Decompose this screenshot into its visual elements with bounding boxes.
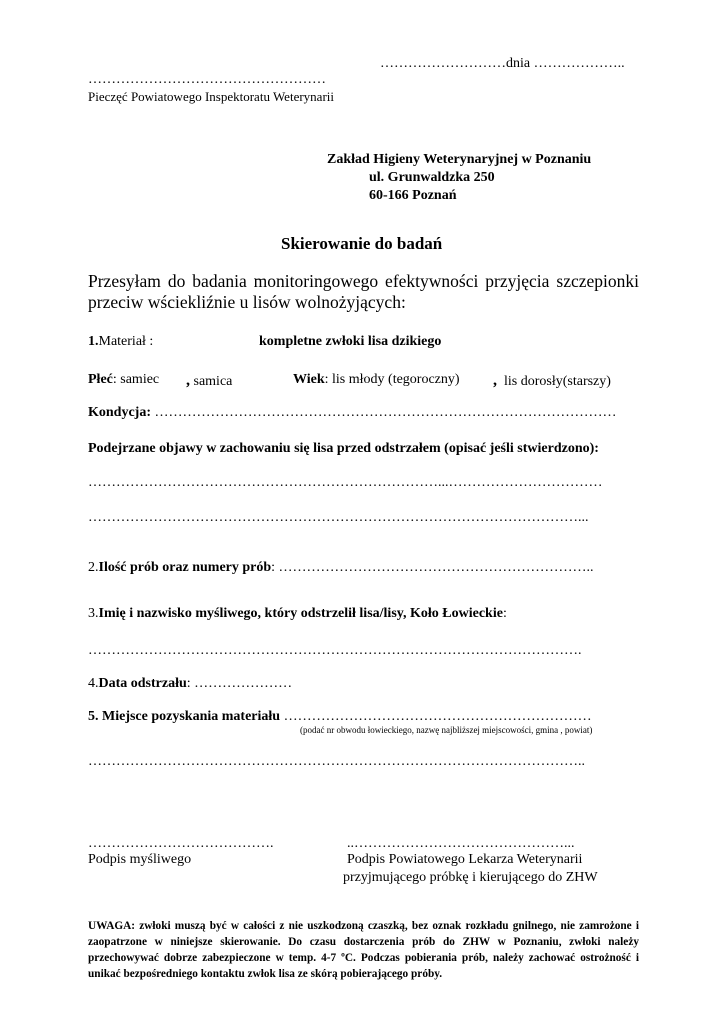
sex-male: : samiec: [112, 372, 160, 387]
symptoms-line-1: …………………………………………………………………...……………………………: [88, 475, 603, 490]
date-shot-label: Data odstrzału: [98, 676, 187, 691]
sex-female-row: [186, 372, 232, 390]
vet-signature-label-2: przyjmującego próbkę i kierującego do ZHW: [343, 870, 598, 885]
place-row: [88, 709, 592, 725]
condition-label: Kondycja:: [88, 405, 151, 420]
hunter-number: 3.: [88, 606, 99, 621]
material-row: [88, 334, 153, 350]
age-adult: lis dorosły(starszy): [504, 374, 611, 389]
place-number: 5.: [88, 709, 102, 724]
age-label: Wiek: [293, 372, 325, 387]
date-shot-row: [88, 676, 292, 692]
age-adult-row: [493, 372, 611, 390]
age-row: [293, 372, 460, 388]
sex-label: Płeć: [88, 372, 113, 387]
age-young: : lis młody (tegoroczny): [324, 372, 460, 387]
hunter-signature-label: Podpis myśliwego: [88, 852, 192, 867]
hunter-label: Imię i nazwisko myśliwego, który odstrzelił lisa/lisy, Koło Łowieckie: [98, 606, 503, 621]
sex-row: [88, 372, 159, 388]
samples-label: Ilość prób oraz numery prób: [98, 560, 272, 575]
samples-row: [88, 560, 594, 576]
sex-female: samica: [190, 374, 233, 389]
intro-paragraph: Przesyłam do badania monitoringowego efektywności przyjęcia szczepionki przeciw wściekliźnie u lisów wolnożyjących:: [88, 271, 639, 312]
samples-number: 2.: [88, 560, 99, 575]
material-number: 1.: [88, 334, 99, 349]
material-value: kompletne zwłoki lisa dzikiego: [259, 334, 442, 349]
place-dots: …………………………………………………………: [280, 709, 592, 724]
condition-row: [88, 405, 617, 421]
hunter-colon: :: [502, 606, 507, 621]
hunter-line: …………………………………………………………………………………………….: [88, 643, 582, 658]
symptoms-line-2: ……………………………………………………………………………………………...: [88, 510, 589, 525]
stamp-dots: ……………………………………………: [88, 72, 326, 87]
date-line: ………………………dnia ………………..: [380, 56, 625, 71]
recipient-street: ul. Grunwaldzka 250: [369, 170, 495, 185]
date-shot-dots: : …………………: [186, 676, 293, 691]
stamp-label: Pieczęć Powiatowego Inspektoratu Weterynarii: [88, 89, 334, 104]
warning-note: UWAGA: zwłoki muszą być w całości z nie uszkodzoną czaszką, bez oznak rozkładu gnilnego, nie zamrożone i zaopatrzone w niniejsze skierowanie. Do czasu dostarczenia prób do ZHW w Poznaniu, zwłoki należy przechowywać dobrze zabezpieczone w temp. 4-7 ºC. Podczas pobierania prób, należy zachować ostrożność i unikać bezpośredniego kontaktu zwłok lisa ze skórą pobierającego próby.: [88, 920, 639, 980]
date-shot-number: 4.: [88, 676, 99, 691]
recipient-city: 60-166 Poznań: [369, 188, 457, 203]
samples-dots: : …………………………………………………………..: [271, 560, 594, 575]
place-line: ……………………………………………………………………………………………..: [88, 754, 585, 769]
recipient-name: Zakład Higieny Weterynaryjnej w Poznaniu: [327, 152, 592, 167]
symptoms-label: Podejrzane objawy w zachowaniu się lisa przed odstrzałem (opisać jeśli stwierdzono):: [88, 441, 599, 456]
sex-comma: ,: [186, 372, 190, 389]
place-hint: (podać nr obwodu łowieckiego, nazwę najbliższej miejscowości, gmina , powiat): [300, 725, 593, 735]
document-title: Skierowanie do badań: [281, 234, 443, 253]
hunter-signature-dots: ………………………………….: [88, 836, 274, 851]
vet-signature-dots: ..………………………………………...: [347, 836, 575, 851]
material-label: Materiał :: [98, 334, 154, 349]
condition-dots: ………………………………………………………………………………………: [151, 405, 617, 420]
vet-signature-label-1: Podpis Powiatowego Lekarza Weterynarii: [347, 852, 583, 867]
place-label: Miejsce pozyskania materiału: [102, 709, 281, 724]
hunter-row: [88, 606, 507, 622]
age-comma: ,: [493, 372, 497, 389]
